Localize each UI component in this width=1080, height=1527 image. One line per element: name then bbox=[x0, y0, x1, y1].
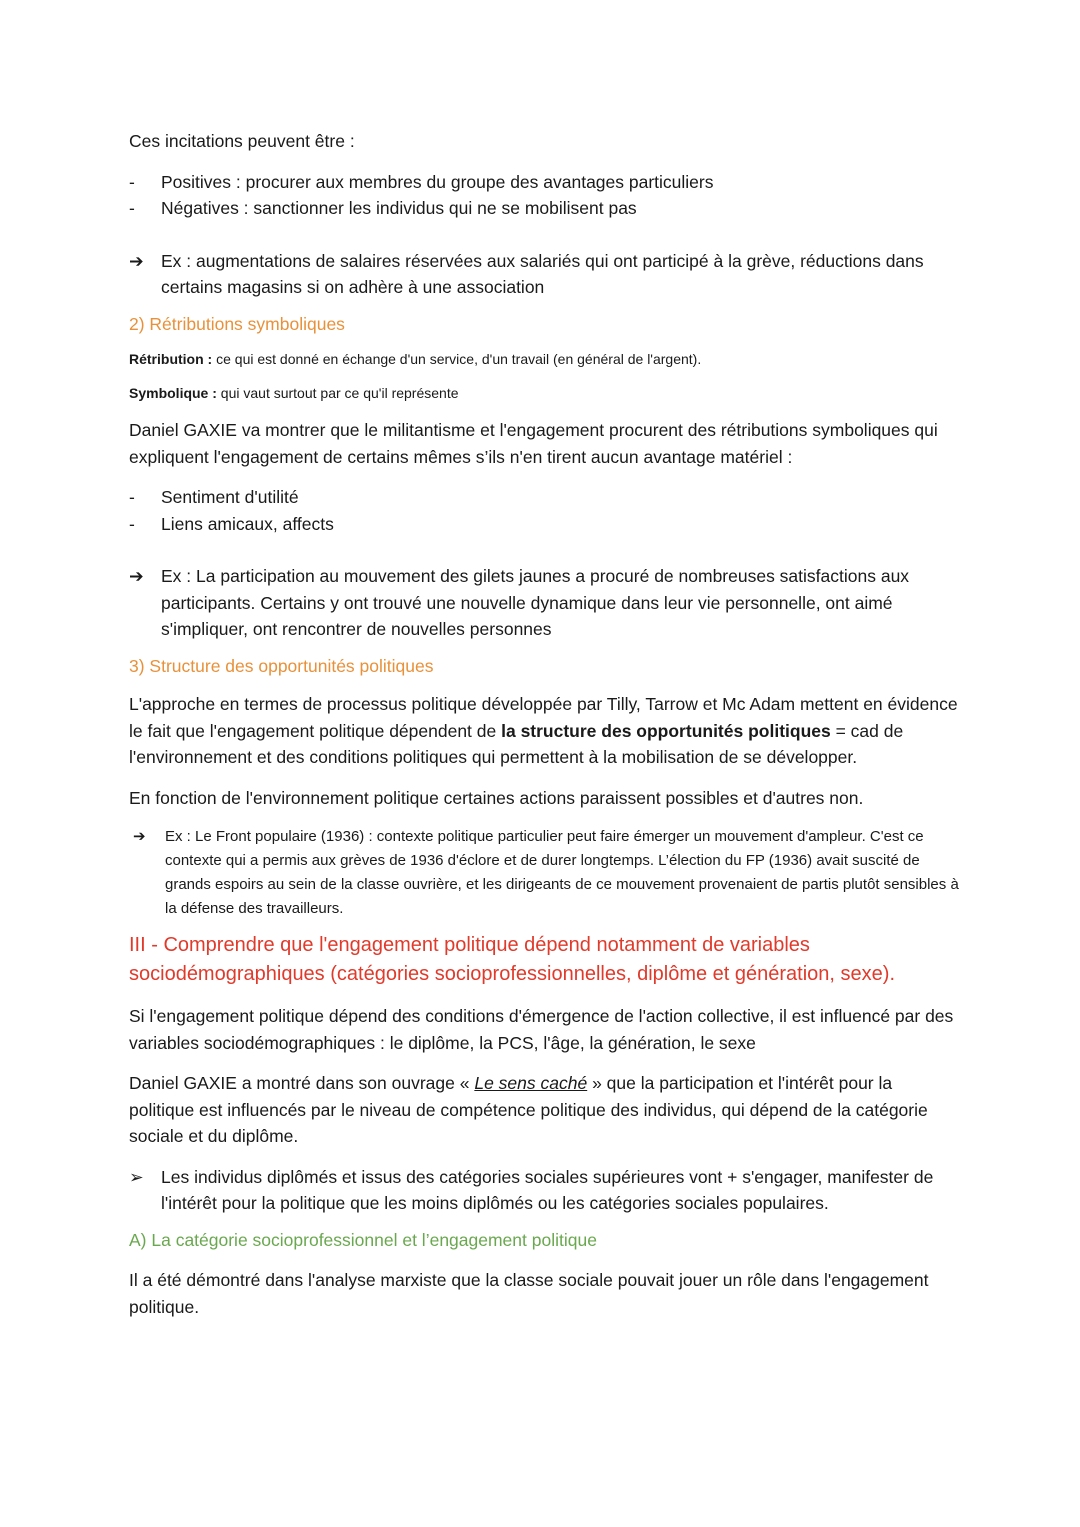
arrow-icon: ➔ bbox=[129, 250, 144, 271]
example-2: ➔ Ex : La participation au mouvement des gilets jaunes a procuré de nombreuses satisfactions aux participants. Certains y ont trouvé une nouvelle dynamique dans leur vie personnelle, ont aimé s'impliquer, ont rencontrer de nouvelles personnes bbox=[129, 563, 959, 643]
dash-bullet: - bbox=[129, 171, 135, 192]
definition-retribution: Rétribution : ce qui est donné en échange d'un service, d'un travail (en général de l'argent). bbox=[129, 351, 702, 367]
section-a-heading: A) La catégorie socioprofessionnel et l’engagement politique bbox=[129, 1229, 597, 1250]
section-2-paragraph: Daniel GAXIE va montrer que le militantisme et l'engagement procurent des rétributions symboliques qui expliquent l'engagement de certains mêmes s’ils n'en tirent aucun avantage matériel : bbox=[129, 420, 938, 467]
section-2-heading: 2) Rétributions symboliques bbox=[129, 313, 345, 334]
key-point: ➢ Les individus diplômés et issus des catégories sociales supérieures vont + s'engager, manifester de l'intérêt pour la politique que les moins diplômés ou les catégories sociales populaires. bbox=[129, 1164, 959, 1217]
retributions-list bbox=[129, 484, 959, 537]
part-3-heading: III - Comprendre que l'engagement politique dépend notamment de variables sociodémographiques (catégories socioprofessionnelles, diplôme et génération, sexe). bbox=[129, 934, 895, 985]
part-3-paragraph-1: Si l'engagement politique dépend des conditions d'émergence de l'action collective, il est influencé par des variables sociodémographiques : le diplôme, la PCS, l'âge, la génération, le sexe bbox=[129, 1006, 954, 1053]
list-item: - Positives : procurer aux membres du groupe des avantages particuliers bbox=[129, 169, 959, 196]
intro-text: Ces incitations peuvent être : bbox=[129, 131, 355, 151]
section-3-heading: 3) Structure des opportunités politiques bbox=[129, 655, 434, 676]
section-3-paragraph-1: L'approche en termes de processus politique développée par Tilly, Tarrow et Mc Adam mettent en évidence le fait que l'engagement politique dépendent de la structure des opportunités politiques = cad de l'environnement et des conditions politiques qui permettent à la mobilisation de se développer. bbox=[129, 694, 958, 767]
example-1: ➔ Ex : augmentations de salaires réservées aux salariés qui ont participé à la grève, réductions dans certains magasins si on adhère à une association bbox=[129, 248, 959, 301]
example-3: ➔ Ex : Le Front populaire (1936) : contexte politique particulier peut faire émerger un mouvement d'ampleur. C'est ce contexte qui a permis aux grèves de 1936 d'éclore et de durer longtemps. L’élection du FP (1936) avait suscité de grands espoirs au sein de la classe ouvrière, et les dirigeants de ce mouvement provenaient de partis plutôt sensibles à la défense des travailleurs. bbox=[129, 825, 959, 921]
list-item: - Négatives : sanctionner les individus qui ne se mobilisent pas bbox=[129, 195, 959, 222]
list-item: - Sentiment d'utilité bbox=[129, 484, 959, 511]
arrow-icon: ➔ bbox=[133, 828, 146, 845]
chevron-arrow-icon: ➢ bbox=[129, 1166, 144, 1187]
list-item: - Liens amicaux, affects bbox=[129, 511, 959, 538]
arrow-icon: ➔ bbox=[129, 566, 144, 586]
incitations-list bbox=[129, 169, 959, 222]
section-a-paragraph: Il a été démontré dans l'analyse marxiste que la classe sociale pouvait jouer un rôle dans l'engagement politique. bbox=[129, 1270, 929, 1317]
definition-symbolique: Symbolique : qui vaut surtout par ce qu'il représente bbox=[129, 385, 459, 401]
part-3-paragraph-2: Daniel GAXIE a montré dans son ouvrage « Le sens caché » que la participation et l'intérêt pour la politique est influencés par le niveau de compétence politique des individus, qui dépend de la catégorie sociale et du diplôme. bbox=[129, 1073, 928, 1146]
dash-bullet: - bbox=[129, 487, 135, 507]
document-page bbox=[129, 128, 959, 1334]
dash-bullet: - bbox=[129, 513, 135, 534]
section-3-paragraph-2: En fonction de l'environnement politique certaines actions paraissent possibles et d'autres non. bbox=[129, 787, 864, 808]
book-title: Le sens caché bbox=[474, 1073, 588, 1093]
dash-bullet: - bbox=[129, 198, 135, 218]
